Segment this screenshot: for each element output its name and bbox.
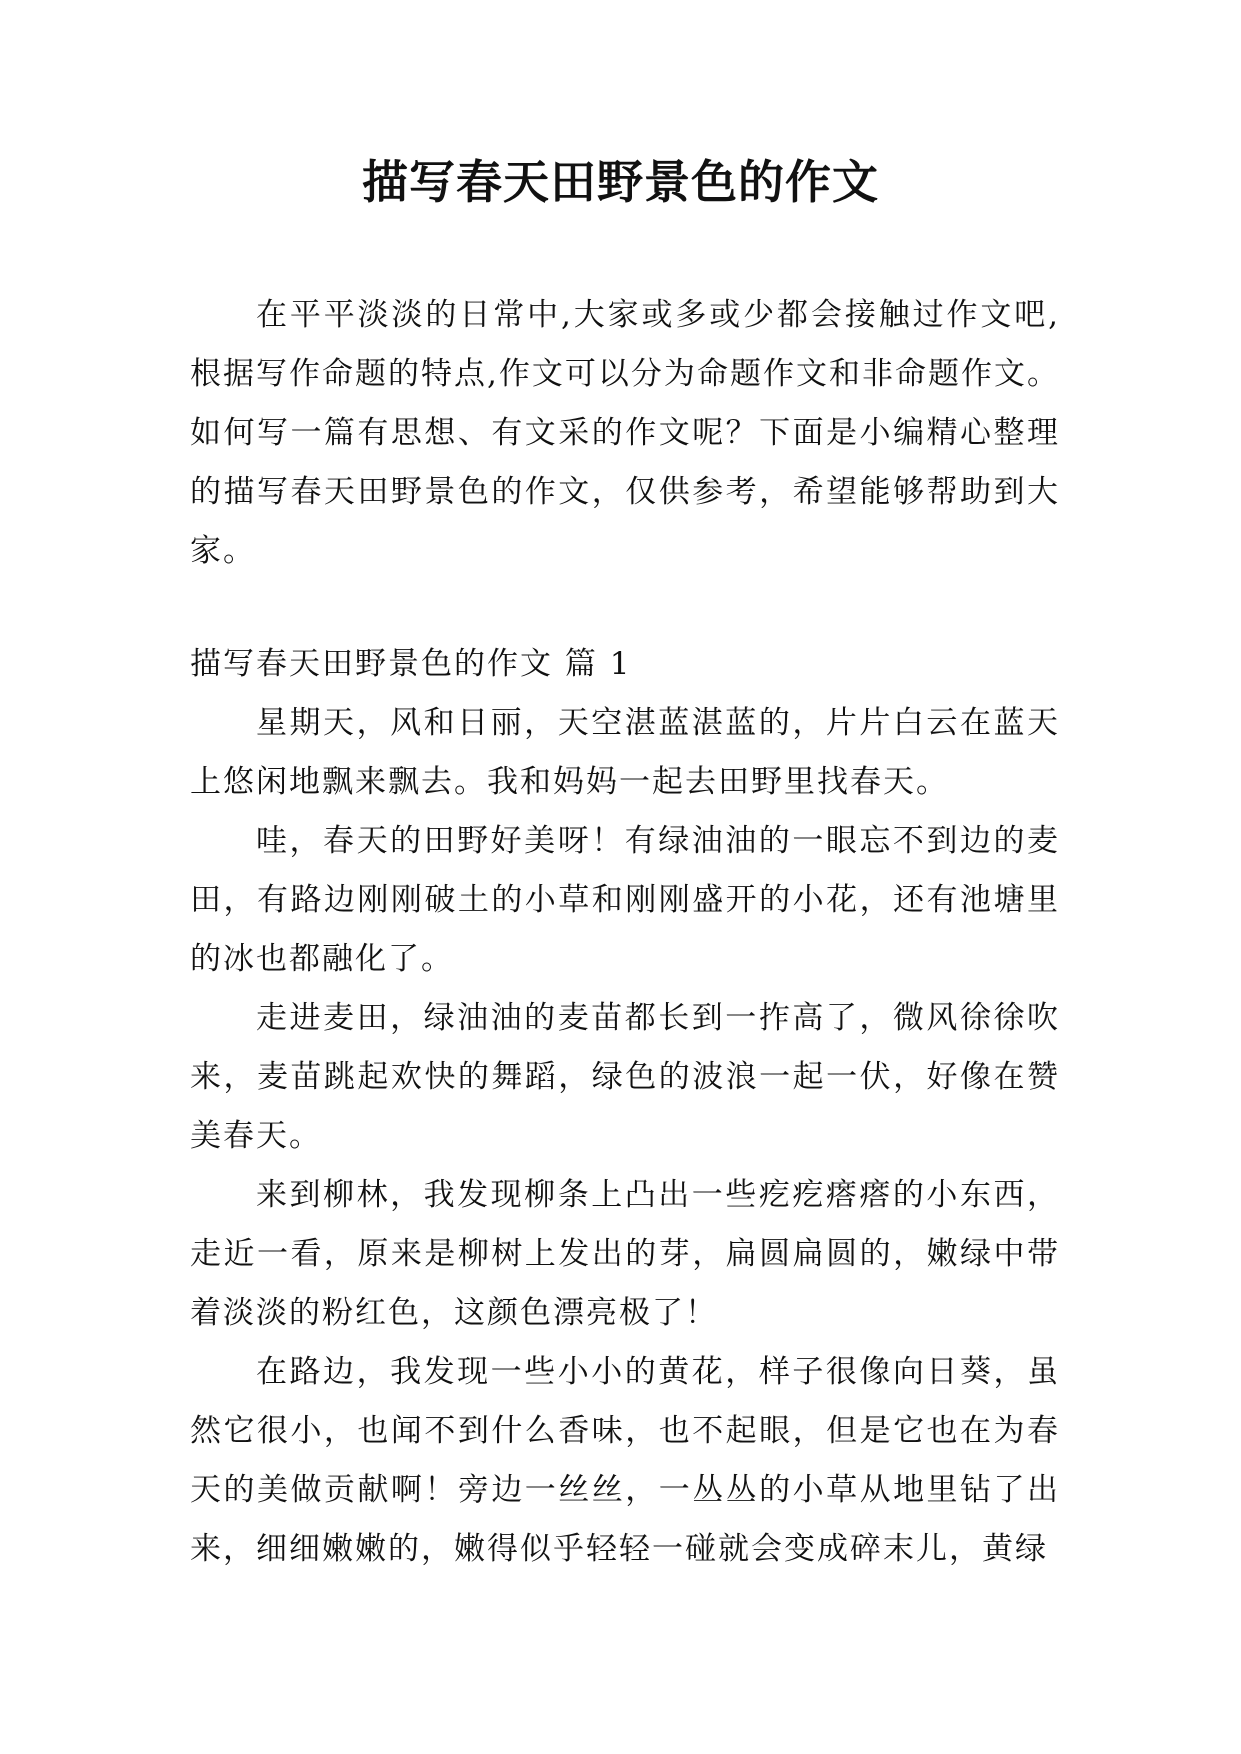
essay-paragraph: 在路边，我发现一些小小的黄花，样子很像向日葵，虽然它很小，也闻不到什么香味，也不起眼，但是它也在为春天的美做贡献啊！旁边一丝丝，一丛丛的小草从地里钻了出来，细细嫩嫩的，嫩得似乎轻轻一碰就会变成碎末儿，黄绿 bbox=[190, 1354, 1060, 1567]
essay-body bbox=[190, 694, 1060, 1579]
essay-paragraph: 星期天，风和日丽，天空湛蓝湛蓝的，片片白云在蓝天上悠闲地飘来飘去。我和妈妈一起去田野里找春天。 bbox=[190, 705, 1060, 800]
section-heading: 描写春天田野景色的作文 篇 1 bbox=[190, 646, 632, 682]
document-title: 描写春天田野景色的作文 bbox=[362, 155, 879, 209]
essay-paragraph: 哇，春天的田野好美呀！有绿油油的一眼忘不到边的麦田，有路边刚刚破土的小草和刚刚盛开的小花，还有池塘里的冰也都融化了。 bbox=[190, 823, 1060, 977]
essay-paragraph: 来到柳林，我发现柳条上凸出一些疙疙瘩瘩的小东西，走近一看，原来是柳树上发出的芽，扁圆扁圆的，嫩绿中带着淡淡的粉红色，这颜色漂亮极了！ bbox=[190, 1177, 1060, 1331]
intro-paragraph: 在平平淡淡的日常中,大家或多或少都会接触过作文吧,根据写作命题的特点,作文可以分为命题作文和非命题作文。如何写一篇有思想、有文采的作文呢？下面是小编精心整理的描写春天田野景色的作文，仅供参考，希望能够帮助到大家。 bbox=[190, 297, 1060, 569]
essay-paragraph: 走进麦田，绿油油的麦苗都长到一拃高了，微风徐徐吹来，麦苗跳起欢快的舞蹈，绿色的波浪一起一伏，好像在赞美春天。 bbox=[190, 1000, 1060, 1154]
